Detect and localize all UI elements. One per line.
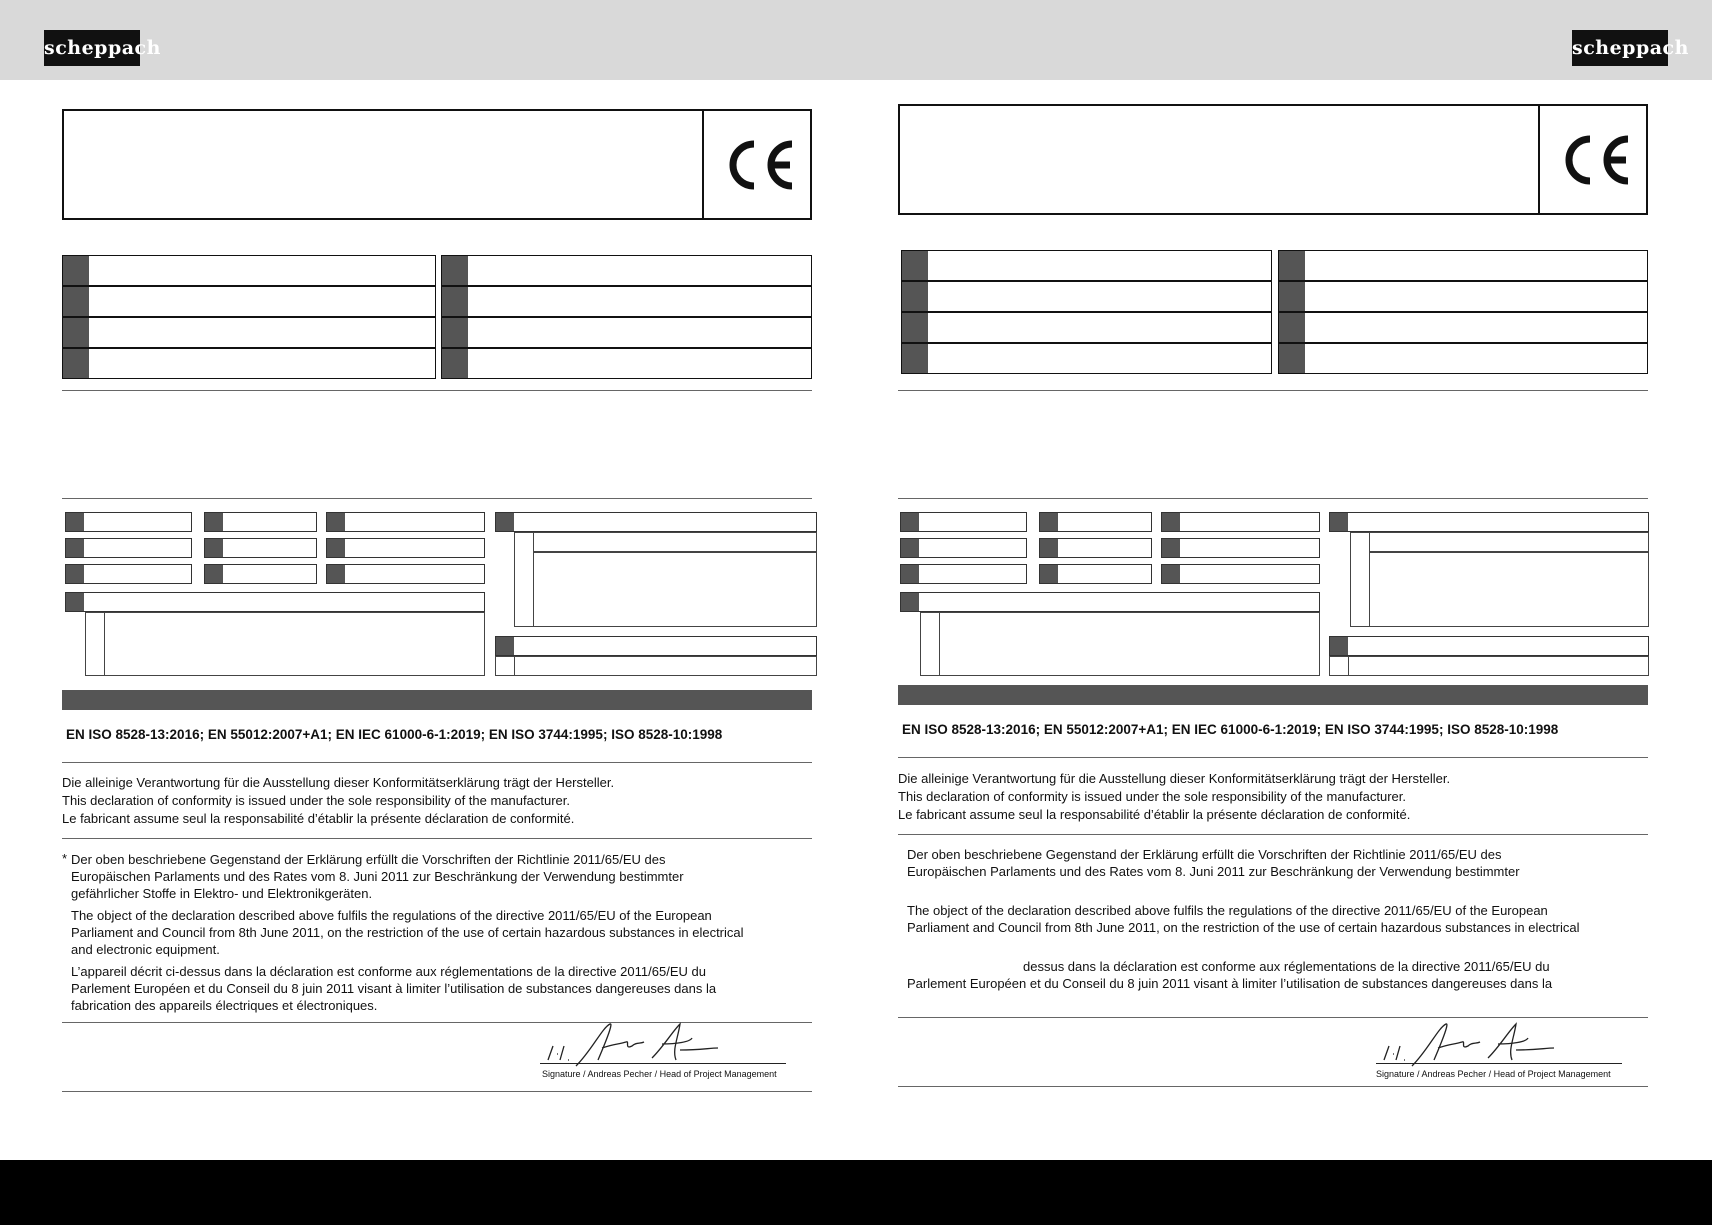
responsibility-fr: Le fabricant assume seul la responsabilité d’établir la présente déclaration de conformité. (62, 811, 575, 826)
directive-detail-box (495, 656, 515, 676)
directive-field (204, 564, 317, 584)
declaration-page-right (898, 0, 1658, 1160)
directive-field (326, 564, 485, 584)
declaration-field (62, 286, 436, 317)
declaration-field (441, 286, 812, 317)
scheppach-logo: scheppach (44, 30, 140, 66)
directive-field (1039, 564, 1152, 584)
divider (898, 757, 1648, 758)
directive-field (1161, 564, 1320, 584)
declaration-field (901, 281, 1272, 312)
directive-field (495, 512, 817, 532)
rohs-statement-fr: L’appareil décrit ci-dessus dans la déclaration est conforme aux réglementations de la directive 2011/65/EU du Parlement Européen et du Conseil du 8 juin 2011 visant à limiter l’utilisation de substances dangereuses dans la fabrication des appareils électriques et électroniques. (71, 964, 717, 1013)
responsibility-de: Die alleinige Verantwortung für die Ausstellung dieser Konformitätserklärung trägt der Hersteller. (62, 775, 615, 790)
handwritten-signature (540, 1020, 780, 1068)
directive-detail-box (920, 612, 1320, 676)
directive-detail-box (1350, 532, 1649, 552)
directive-detail-box (920, 612, 940, 676)
directive-field (65, 538, 192, 558)
declaration-field (62, 317, 436, 348)
directive-detail-box (514, 552, 817, 627)
declaration-field (62, 348, 436, 379)
directive-field (1039, 538, 1152, 558)
directive-detail-box (495, 656, 817, 676)
responsibility-en: This declaration of conformity is issued under the sole responsibility of the manufacturer. (62, 793, 570, 808)
declaration-page-left (62, 0, 822, 1160)
divider (898, 1017, 1648, 1018)
divider (898, 834, 1648, 835)
title-box (898, 104, 1648, 215)
standards-bar (898, 685, 1648, 705)
directive-field (65, 512, 192, 532)
directive-detail-box (85, 612, 105, 676)
standards-list: EN ISO 8528-13:2016; EN 55012:2007+A1; EN IEC 61000-6-1:2019; EN ISO 3744:1995; ISO 8528-10:1998 (66, 727, 723, 742)
directive-field (1329, 512, 1649, 532)
directive-detail-box (1350, 552, 1649, 627)
responsibility-en: This declaration of conformity is issued under the sole responsibility of the manufacturer. (898, 789, 1406, 804)
signature-caption: Signature / Andreas Pecher / Head of Project Management (1376, 1069, 1611, 1079)
divider (62, 762, 812, 763)
directive-detail-box (514, 532, 817, 552)
divider (898, 498, 1648, 499)
directive-field (1039, 512, 1152, 532)
directive-field (1161, 512, 1320, 532)
directive-field (326, 538, 485, 558)
rohs-statement-en: The object of the declaration described above fulfils the regulations of the directive 2011/65/EU of the European Parliament and Council from 8th June 2011, on the restriction of the use of certain hazardous substances in electrical (907, 903, 1580, 935)
directive-detail-box (85, 612, 485, 676)
declaration-field (1278, 312, 1648, 343)
title-box (62, 109, 812, 220)
footer-bar (0, 1160, 1712, 1225)
directive-detail-box (514, 532, 534, 627)
divider (62, 1091, 812, 1092)
declaration-field (1278, 343, 1648, 374)
directive-detail-box (1329, 656, 1349, 676)
rohs-statement-fr: dessus dans la déclaration est conforme aux réglementations de la directive 2011/65/EU du Parlement Européen et du Conseil du 8 juin 2011 visant à limiter l’utilisation de substances dangereuses dans la (907, 959, 1553, 991)
responsibility-fr: Le fabricant assume seul la responsabilité d’établir la présente déclaration de conformité. (898, 807, 1411, 822)
rohs-statement-en: The object of the declaration described above fulfils the regulations of the directive 2011/65/EU of the European Parliament and Council from 8th June 2011, on the restriction of the use of certain hazardous substances in electrical and electronic equipment. (71, 908, 744, 957)
divider (62, 838, 812, 839)
divider (62, 390, 812, 391)
directive-field (1329, 636, 1649, 656)
directive-field (65, 564, 192, 584)
directive-field (495, 636, 817, 656)
directive-field (204, 538, 317, 558)
directive-field (900, 564, 1027, 584)
divider (898, 390, 1648, 391)
declaration-field (901, 312, 1272, 343)
declaration-field (441, 317, 812, 348)
footnote-marker: * (62, 851, 68, 866)
divider (62, 498, 812, 499)
directive-detail-box (1350, 532, 1370, 627)
signature-line (540, 1063, 786, 1064)
divider (898, 1086, 1648, 1087)
handwritten-signature (1376, 1020, 1616, 1068)
directive-field (900, 592, 1320, 612)
declaration-field (1278, 281, 1648, 312)
ce-mark-icon (704, 111, 810, 218)
directive-field (900, 538, 1027, 558)
rohs-statement-de: Der oben beschriebene Gegenstand der Erklärung erfüllt die Vorschriften der Richtlinie 2011/65/EU des Europäischen Parlaments und des Rates vom 8. Juni 2011 zur Beschränkung der Verwendung bestimmter (907, 847, 1520, 879)
signature-caption: Signature / Andreas Pecher / Head of Project Management (542, 1069, 777, 1079)
declaration-field (62, 255, 436, 286)
standards-list: EN ISO 8528-13:2016; EN 55012:2007+A1; EN IEC 61000-6-1:2019; EN ISO 3744:1995; ISO 8528-10:1998 (902, 722, 1559, 737)
declaration-field (1278, 250, 1648, 281)
ce-mark-icon (1540, 106, 1646, 213)
directive-field (65, 592, 485, 612)
directive-detail-box (1329, 656, 1649, 676)
directive-field (900, 512, 1027, 532)
directive-field (326, 512, 485, 532)
signature-line (1376, 1063, 1622, 1064)
directive-field (204, 512, 317, 532)
directive-field (1161, 538, 1320, 558)
scheppach-logo: scheppach (1572, 30, 1668, 66)
declaration-field (901, 343, 1272, 374)
responsibility-de: Die alleinige Verantwortung für die Ausstellung dieser Konformitätserklärung trägt der Hersteller. (898, 771, 1451, 786)
rohs-statement-de: Der oben beschriebene Gegenstand der Erklärung erfüllt die Vorschriften der Richtlinie 2011/65/EU des Europäischen Parlaments und des Rates vom 8. Juni 2011 zur Beschränkung der Verwendung bestimmter gefährlicher Stoffe in Elektro- und Elektronikgeräten. (71, 852, 684, 901)
declaration-field (441, 348, 812, 379)
declaration-field (441, 255, 812, 286)
declaration-field (901, 250, 1272, 281)
standards-bar (62, 690, 812, 710)
